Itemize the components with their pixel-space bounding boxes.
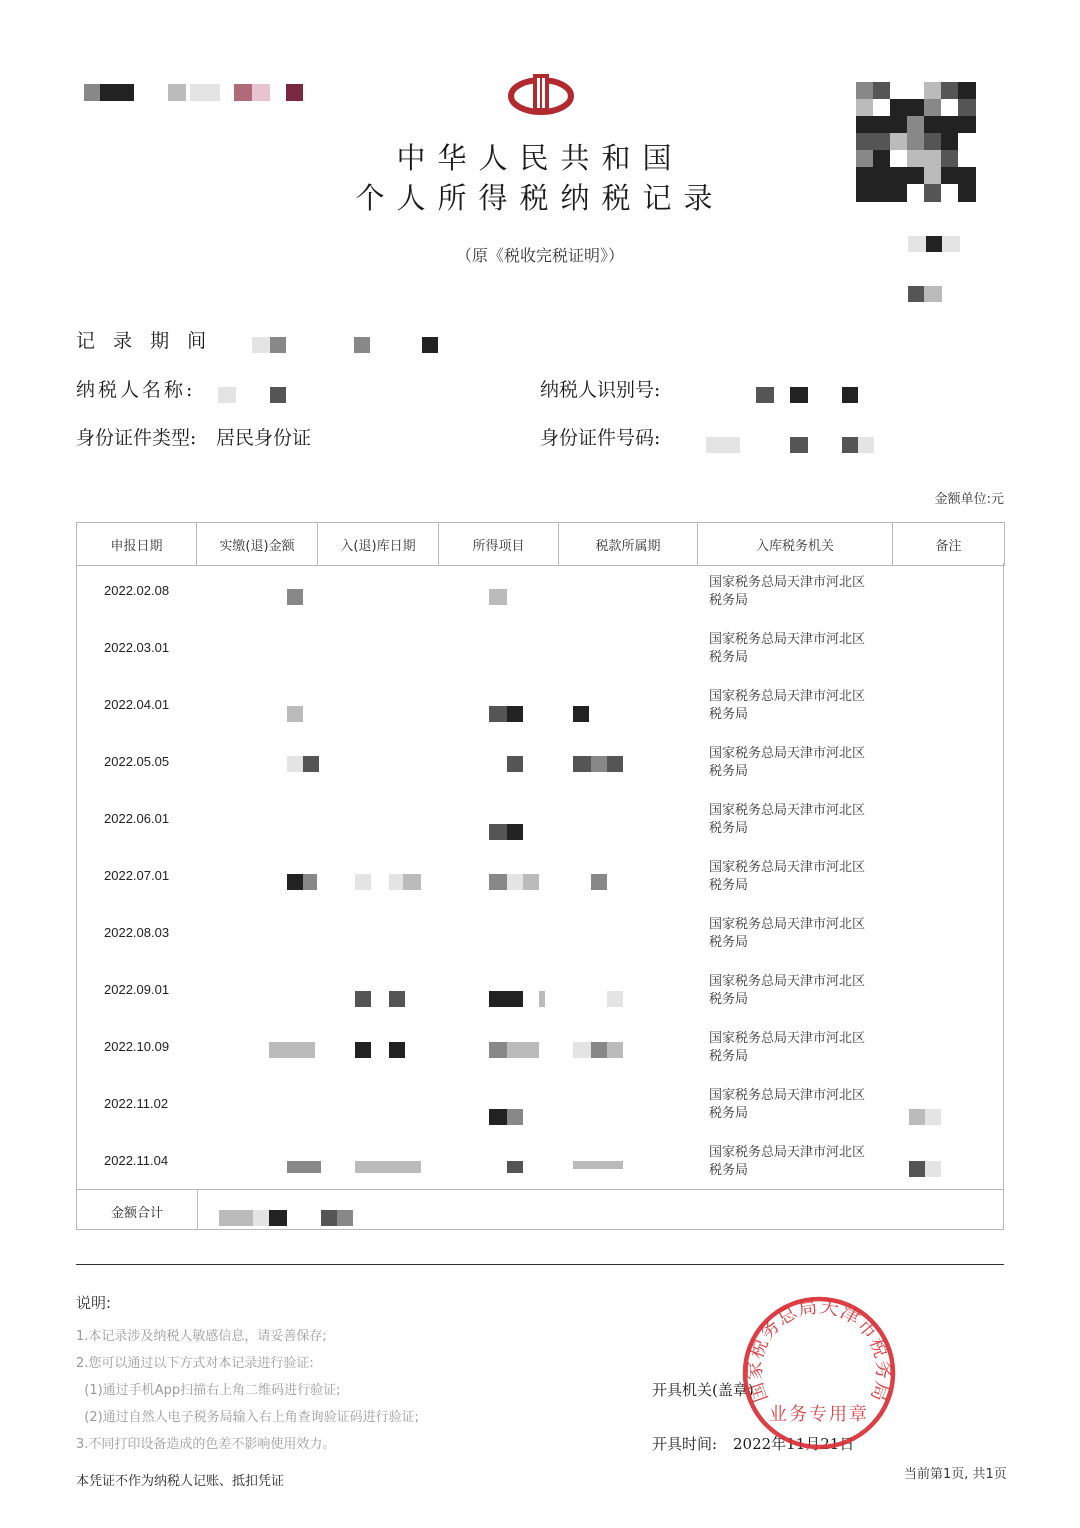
taxid-label: 纳税人识别号: xyxy=(540,379,661,401)
table-row xyxy=(77,620,1003,677)
declare-date: 2022.02.08 xyxy=(104,583,170,598)
table-row xyxy=(77,1019,1003,1076)
title-line1: 中华人民共和国 xyxy=(396,141,684,175)
tax-office: 国家税务总局天津市河北区 税务局 xyxy=(709,917,866,950)
redacted-block xyxy=(354,337,370,353)
note-line: 2.您可以通过以下方式对本记录进行验证: xyxy=(76,1356,314,1371)
redacted-block xyxy=(234,84,252,101)
idtype-label: 身份证件类型: xyxy=(76,427,197,449)
issue-time-value: 2022年11月21日 xyxy=(733,1435,855,1453)
redacted-block xyxy=(190,84,220,101)
tax-office: 国家税务总局天津市河北区 税务局 xyxy=(709,746,866,779)
declare-date: 2022.03.01 xyxy=(104,640,170,655)
redacted-block xyxy=(252,337,270,353)
redacted-block xyxy=(790,437,808,453)
redacted-block xyxy=(756,387,774,403)
redacted-block xyxy=(270,387,286,403)
note-line: 1.本记录涉及纳税人敏感信息，请妥善保存; xyxy=(76,1329,327,1344)
redacted-block xyxy=(908,286,924,302)
table-row xyxy=(77,1076,1003,1133)
page-indicator: 当前第1页, 共1页 xyxy=(904,1467,1007,1482)
tax-office: 国家税务总局天津市河北区 税务局 xyxy=(709,803,866,836)
redacted-block xyxy=(252,84,270,101)
col-header-income-item: 所得项目 xyxy=(439,523,559,566)
table-row xyxy=(77,734,1003,791)
table-row xyxy=(77,791,1003,848)
col-header-tax-period: 税款所属期 xyxy=(559,523,698,566)
declare-date: 2022.06.01 xyxy=(104,811,170,826)
tax-office: 国家税务总局天津市河北区 税务局 xyxy=(709,974,866,1007)
tax-office: 国家税务总局天津市河北区 税务局 xyxy=(709,1088,866,1121)
col-header-declare-date: 申报日期 xyxy=(77,523,197,566)
table-row xyxy=(77,563,1003,620)
redacted-block xyxy=(706,437,740,453)
col-header-remarks: 备注 xyxy=(893,523,1005,566)
tax-emblem-icon xyxy=(506,70,576,116)
redacted-block xyxy=(790,387,808,403)
currency-unit: 金额单位:元 xyxy=(934,492,1004,507)
col-header-storage-date: 入(退)库日期 xyxy=(318,523,439,566)
total-label: 金额合计 xyxy=(110,1206,163,1221)
tax-office: 国家税务总局天津市河北区 税务局 xyxy=(709,860,866,893)
issuing-agency-label: 开具机关(盖章) xyxy=(652,1381,754,1399)
table-row xyxy=(77,962,1003,1019)
col-header-tax-office: 入库税务机关 xyxy=(698,523,893,566)
svg-text:业务专用章: 业务专用章 xyxy=(769,1404,869,1425)
tax-office: 国家税务总局天津市河北区 税务局 xyxy=(709,1031,866,1064)
note-line: (1)通过手机App扫描右上角二维码进行验证; xyxy=(76,1383,341,1398)
tax-office: 国家税务总局天津市河北区 税务局 xyxy=(709,575,866,608)
tax-office: 国家税务总局天津市河北区 税务局 xyxy=(709,1145,866,1178)
declare-date: 2022.11.04 xyxy=(104,1153,169,1168)
title-line2: 个人所得税纳税记录 xyxy=(355,181,725,215)
redacted-block xyxy=(270,337,286,353)
table-body xyxy=(76,563,1004,1189)
declare-date: 2022.11.02 xyxy=(104,1096,169,1111)
svg-text:国家税务总局天津市税务局: 国家税务总局天津市税务局 xyxy=(743,1295,895,1405)
tax-record-table xyxy=(76,522,1005,566)
declare-date: 2022.08.03 xyxy=(104,925,170,940)
idnum-label: 身份证件号码: xyxy=(540,427,661,449)
note-line: 3.不同打印设备造成的色差不影响使用效力。 xyxy=(76,1437,336,1452)
declare-date: 2022.10.09 xyxy=(104,1039,170,1054)
disclaimer: 本凭证不作为纳税人记账、抵扣凭证 xyxy=(76,1474,285,1489)
notes-heading: 说明: xyxy=(76,1294,112,1312)
redacted-block xyxy=(218,387,236,403)
subtitle: （原《税收完税证明》） xyxy=(455,246,624,265)
declare-date: 2022.07.01 xyxy=(104,868,170,883)
declare-date: 2022.09.01 xyxy=(104,982,170,997)
table-row xyxy=(77,848,1003,905)
redacted-block xyxy=(286,84,303,101)
declare-date: 2022.05.05 xyxy=(104,754,170,769)
redacted-block xyxy=(422,337,438,353)
issue-time-label: 开具时间: xyxy=(652,1435,718,1453)
tax-office: 国家税务总局天津市河北区 税务局 xyxy=(709,632,866,665)
redacted-block xyxy=(842,437,858,453)
redacted-block xyxy=(842,387,858,403)
idtype-value: 居民身份证 xyxy=(216,427,312,449)
redacted-block xyxy=(168,84,186,101)
redacted-block xyxy=(84,84,100,101)
declare-date: 2022.04.01 xyxy=(104,697,170,712)
period-label: 记 录 期 间 xyxy=(76,330,213,352)
redacted-block xyxy=(100,84,134,101)
redacted-block xyxy=(924,286,942,302)
table-row xyxy=(77,1133,1003,1190)
official-seal-stamp xyxy=(740,1294,898,1452)
tax-office: 国家税务总局天津市河北区 税务局 xyxy=(709,689,866,722)
col-header-amount: 实缴(退)金额 xyxy=(197,523,318,566)
divider xyxy=(76,1264,1004,1265)
redacted-block xyxy=(858,437,874,453)
name-label: 纳税人名称: xyxy=(76,379,196,401)
table-row xyxy=(77,905,1003,962)
table-row xyxy=(77,677,1003,734)
note-line: (2)通过自然人电子税务局输入右上角查询验证码进行验证; xyxy=(76,1410,420,1425)
total-row xyxy=(76,1189,1004,1230)
